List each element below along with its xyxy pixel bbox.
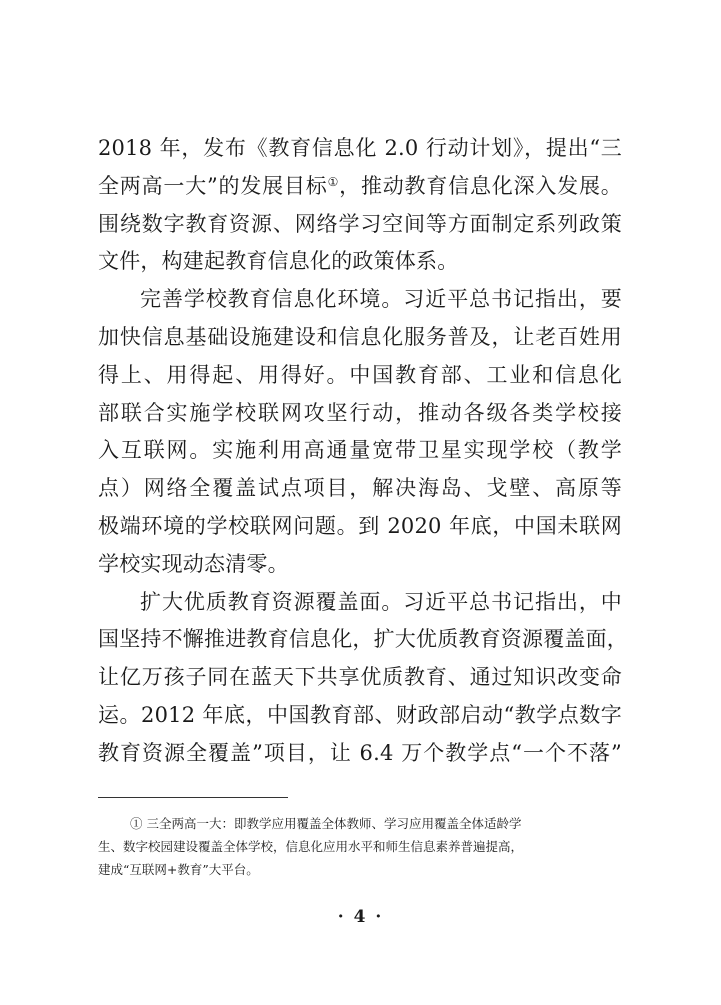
footnote (98, 812, 598, 881)
footnote-line: ① 三全两高一大：即教学应用覆盖全体教师、学习应用覆盖全体适龄学 (130, 816, 522, 831)
text-line: 让亿万孩子同在蓝天下共享优质教育、通过知识改变命 (98, 665, 622, 690)
text-line: 运。2012 年底，中国教育部、财政部启动“教学点数字 (98, 702, 622, 727)
text-line: 极端环境的学校联网问题。到 2020 年底，中国未联网 (98, 513, 622, 538)
text-line (98, 168, 622, 206)
text-line: 围绕数字教育资源、网络学习空间等方面制定系列政策 (98, 211, 622, 236)
text-line: 2018 年，发布《教育信息化 2.0 行动计划》，提出“三 (98, 136, 622, 160)
text-line: 加快信息基础设施建设和信息化服务普及，让老百姓用 (98, 324, 622, 349)
text-line: 得上、用得起、用得好。中国教育部、工业和信息化 (98, 362, 622, 387)
footnote-line: 建成“互联网+教育”大平台。 (98, 862, 259, 877)
text-line: 入互联网。实施利用高通量宽带卫星实现学校（教学 (98, 438, 622, 463)
text-line: 学校实现动态清零。 (98, 551, 289, 576)
text-segment: ，推动教育信息化深入发展。 (339, 173, 622, 198)
footnote-line: 生、数字校园建设覆盖全体学校，信息化应用水平和师生信息素养普遍提高， (98, 839, 524, 854)
text-segment: 全两高一大”的发展目标 (98, 173, 328, 198)
text-line: 完善学校教育信息化环境。习近平总书记指出，要 (140, 287, 622, 312)
text-line: 点）网络全覆盖试点项目，解决海岛、戈壁、高原等 (98, 476, 622, 501)
text-line: 国坚持不懈推进教育信息化，扩大优质教育资源覆盖面， (98, 627, 628, 652)
text-line: 部联合实施学校联网攻坚行动，推动各级各类学校接 (98, 400, 622, 425)
text-line: 扩大优质教育资源覆盖面。习近平总书记指出，中 (140, 589, 622, 614)
page-number: · 4 · (337, 907, 384, 927)
body-text (98, 130, 628, 773)
footnote-divider (98, 797, 288, 798)
footnote-marker[interactable]: ① (327, 174, 340, 189)
text-line: 教育资源全覆盖”项目，让 6.4 万个教学点“一个不落” (98, 740, 622, 765)
text-line: 文件，构建起教育信息化的政策体系。 (98, 249, 459, 274)
